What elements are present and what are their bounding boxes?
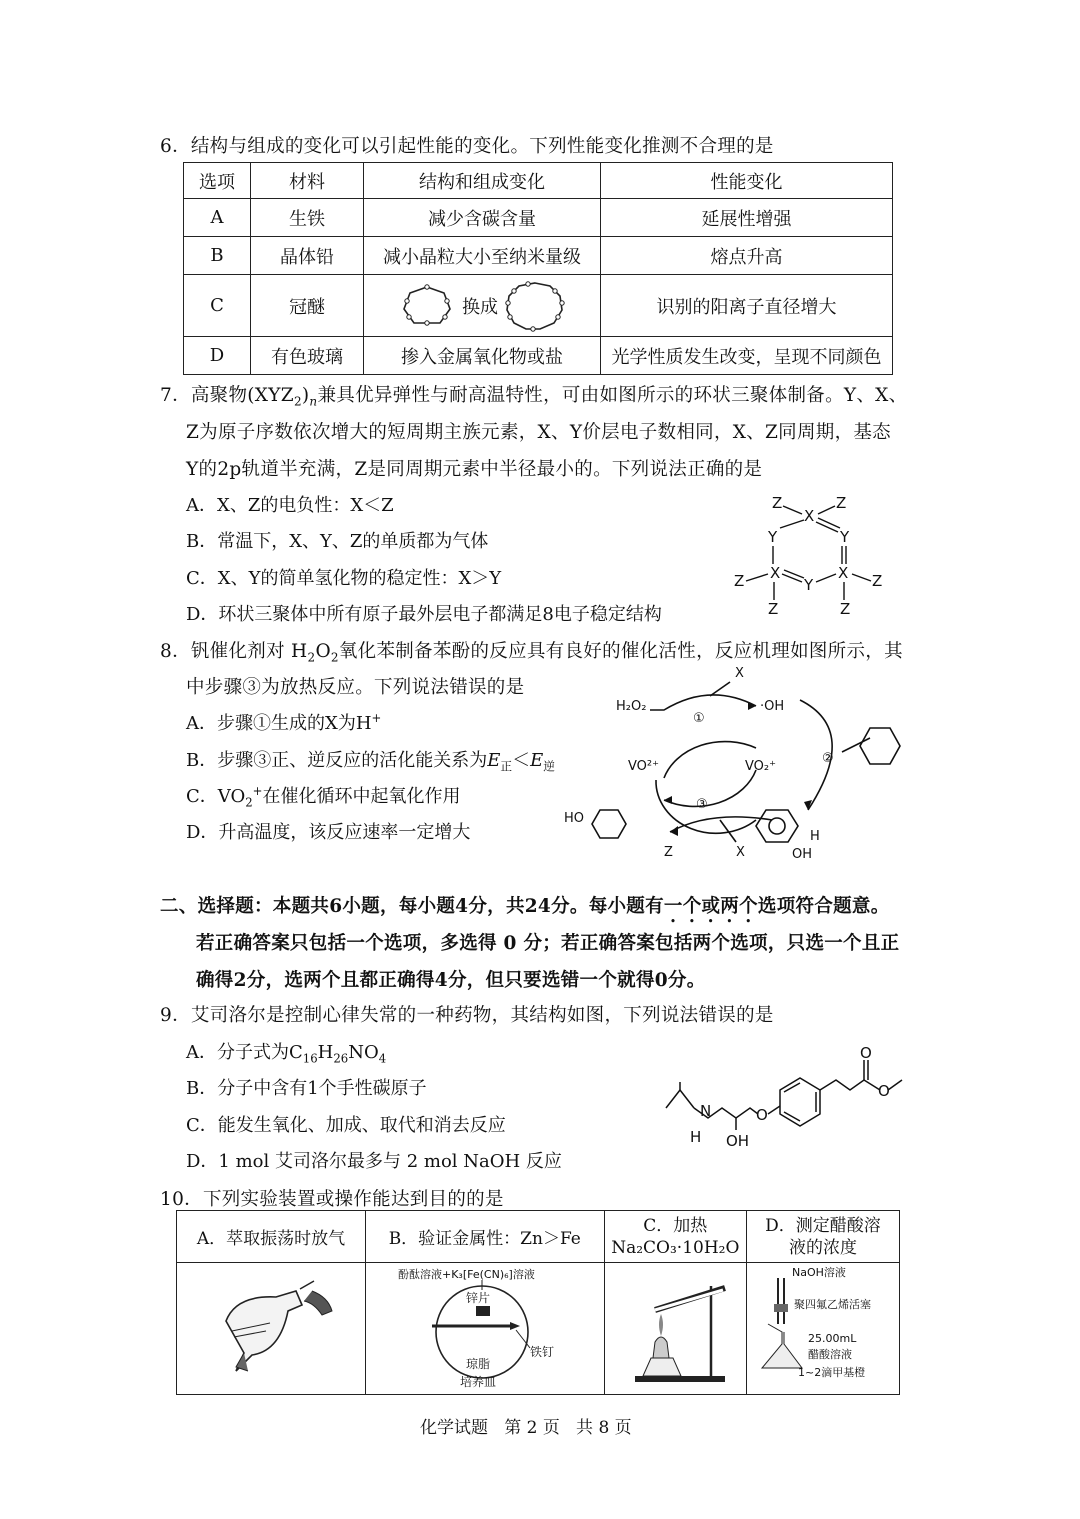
svg-text:③: ③ (696, 797, 708, 812)
section2-line1 (160, 892, 890, 927)
table-cell: 光学性质发生改变，呈现不同颜色 (601, 337, 893, 375)
svg-text:Z: Z (840, 600, 851, 618)
heating-cell (604, 1263, 746, 1395)
q8-option-text: 在催化循环中起氧化作用 (262, 786, 461, 807)
q8-option-text: C．VO (186, 786, 246, 807)
q7-stem-line2: Z为原子序数依次增大的短周期主族元素，X、Y价层电子数相同，X、Z同周期，基态 (186, 422, 891, 443)
table-cell: 识别的阳离子直径增大 (601, 275, 893, 337)
svg-text:Z: Z (768, 600, 779, 618)
table-cell: A (184, 199, 251, 237)
acid-label: 醋酸溶液 (808, 1348, 852, 1361)
table-row (184, 237, 893, 275)
table-cell: C (184, 275, 251, 337)
q8-stem-line1: 8．钒催化剂对 $H_2O_2$氧化苯制备苯酚的反应具有良好的催化活性，反应机理如图所示，其 (160, 641, 903, 665)
q9-option-c: C．能发生氧化、加成、取代和消去反应 (186, 1115, 506, 1136)
catalytic-cycle-diagram (560, 660, 920, 860)
q9-option-d: D．1 mol 艾司洛尔最多与 2 mol NaOH 反应 (186, 1151, 562, 1172)
naoh-label: NaOH溶液 (792, 1266, 846, 1279)
table-cell: 掺入金属氧化物或盐 (364, 337, 601, 375)
page-footer: 化学试题 第 2 页 共 8 页 (420, 1418, 632, 1438)
q9-option-b: B．分子中含有1个手性碳原子 (186, 1078, 427, 1099)
table-cell: 冠醚 (251, 275, 364, 337)
dish-label: 培养皿 (459, 1375, 496, 1388)
nail-label: 铁钉 (529, 1345, 554, 1359)
zinc-label: 锌片 (465, 1291, 490, 1305)
q8-option-c: C．$VO_2^+$在催化循环中起氧化作用 (186, 784, 461, 810)
table-row (184, 199, 893, 237)
q7-stem-part: ) (301, 385, 310, 406)
table-cell: 有色玻璃 (251, 337, 364, 375)
crown-ether-small-icon (396, 281, 458, 331)
svg-text:②: ② (822, 751, 834, 766)
q7-stem-part: 兼具优异弹性与耐高温特性，可由如图所示的环状三聚体制备。Y、X、 (317, 385, 908, 406)
header-cell: 选项 (184, 163, 251, 199)
header-cell: 结构和组成变化 (364, 163, 601, 199)
svg-text:·OH: ·OH (760, 699, 785, 714)
titration-cell (747, 1263, 900, 1395)
svg-text:Y: Y (768, 528, 778, 546)
svg-text:OH: OH (792, 847, 813, 860)
q7-option-d: D．环状三聚体中所有原子最外层电子都满足8电子稳定结构 (186, 604, 662, 625)
q8-stem-part: O (315, 641, 331, 662)
q8-stem-part: 8．钒催化剂对 H (160, 641, 308, 662)
svg-text:Z: Z (836, 494, 847, 512)
esmolol-structure (660, 1046, 910, 1156)
table-cell: B (184, 237, 251, 275)
svg-text:H: H (810, 829, 820, 844)
separatory-funnel-icon (196, 1271, 346, 1381)
option-c-label (604, 1211, 746, 1263)
svg-text:N: N (700, 1102, 712, 1120)
replace-text: 换成 (462, 296, 498, 318)
agar-label: 琼脂 (465, 1357, 490, 1371)
q9-option-a: A．分子式为$C_{16}H_{26}NO_4$ (186, 1042, 387, 1066)
option-a-label: A．萃取振荡时放气 (177, 1211, 366, 1263)
q7-option-c: C．X、Y的简单氢化物的稳定性：X＞Y (186, 568, 502, 589)
q8-stem-line2: 中步骤③为放热反应。下列说法错误的是 (186, 677, 525, 698)
heating-apparatus-icon (615, 1266, 735, 1386)
agar-top-label: 酚酞溶液+K₃[Fe(CN)₆]溶液 (397, 1268, 535, 1281)
q8-option-text: B．步骤③正、逆反应的活化能关系为 (186, 750, 488, 771)
table-row (184, 275, 893, 337)
agar-dish-icon (370, 1264, 600, 1388)
table-header-row (177, 1211, 900, 1263)
option-d-line1: D．测定醋酸溶 (765, 1215, 881, 1236)
svg-text:Z: Z (772, 494, 783, 512)
header-cell: 性能变化 (601, 163, 893, 199)
option-d-line2: 液的浓度 (789, 1237, 857, 1258)
q6-table (183, 162, 893, 375)
svg-text:H: H (690, 1128, 702, 1146)
q9-option-text: A．分子式为C (186, 1042, 303, 1063)
table-cell: 减小晶粒大小至纳米量级 (364, 237, 601, 275)
table-cell: 熔点升高 (601, 237, 893, 275)
option-d-label (747, 1211, 900, 1263)
option-b-label: B．验证金属性：Zn＞Fe (365, 1211, 604, 1263)
table-cell: D (184, 337, 251, 375)
section2-emphasis: 一个或两个 (663, 896, 758, 917)
q8-option-text: A．步骤①生成的X为H (186, 713, 372, 734)
svg-text:VO²⁺: VO²⁺ (628, 759, 659, 774)
indicator-label: 1~2滴甲基橙 (798, 1366, 866, 1379)
crown-ether-cell (364, 275, 601, 337)
q7-option-b: B．常温下，X、Y、Z的单质都为气体 (186, 531, 489, 552)
svg-text:O: O (756, 1106, 768, 1124)
q8-option-a: A．步骤①生成的X为H+ (186, 711, 382, 734)
svg-text:Z: Z (664, 845, 673, 860)
q9-stem: 9．艾司洛尔是控制心律失常的一种药物，其结构如图，下列说法错误的是 (160, 1005, 774, 1026)
volume-label: 25.00mL (808, 1332, 857, 1345)
option-c-line1: C．加热 (643, 1215, 708, 1236)
svg-text:X: X (804, 507, 815, 525)
svg-text:Z: Z (872, 572, 883, 590)
svg-text:X: X (736, 845, 745, 860)
svg-text:VO₂⁺: VO₂⁺ (745, 759, 776, 774)
section2-line3: 确得2分，选两个且都正确得4分，但只要选错一个就得0分。 (196, 970, 706, 991)
q6-stem: 6．结构与组成的变化可以引起性能的变化。下列性能变化推测不合理的是 (160, 136, 774, 157)
svg-text:Y: Y (804, 576, 814, 594)
svg-text:①: ① (693, 711, 705, 726)
q8-option-d: D．升高温度，该反应速率一定增大 (186, 822, 471, 843)
table-cell: 生铁 (251, 199, 364, 237)
table-row (177, 1263, 900, 1395)
svg-text:O: O (878, 1082, 890, 1100)
svg-text:O: O (860, 1046, 872, 1062)
section2-text: 二、选择题：本题共6小题，每小题4分，共24分。每小题有 (160, 896, 664, 917)
q7-stem-line3: Y的2p轨道半充满，Z是同周期元素中半径最小的。下列说法正确的是 (186, 459, 763, 480)
svg-text:OH: OH (726, 1132, 750, 1150)
crown-ether-large-icon (502, 279, 568, 333)
option-c-line2: Na₂CO₃·10H₂O (611, 1237, 740, 1258)
agar-dish-cell (365, 1263, 604, 1395)
table-cell: 延展性增强 (601, 199, 893, 237)
svg-text:X: X (770, 564, 781, 582)
q7-option-a: A．X、Z的电负性：X＜Z (186, 495, 394, 516)
table-cell: 晶体铅 (251, 237, 364, 275)
svg-text:H₂O₂: H₂O₂ (616, 699, 647, 714)
section2-text: 选项符合题意。 (757, 896, 890, 917)
svg-text:X: X (735, 666, 744, 681)
table-cell: 减少含碳含量 (364, 199, 601, 237)
table-row (184, 337, 893, 375)
titration-icon (748, 1264, 898, 1388)
svg-text:HO: HO (564, 811, 585, 826)
q7-stem-line1: 7．高聚物$(XYZ_2)_n$兼具优异弹性与耐高温特性，可由如图所示的环状三聚体制备。Y、X、 (160, 385, 908, 409)
header-cell: 材料 (251, 163, 364, 199)
valve-label: 聚四氟乙烯活塞 (794, 1298, 871, 1311)
svg-text:Y: Y (840, 528, 850, 546)
q8-option-b: B．步骤③正、逆反应的活化能关系为$E_正<E_逆$ (186, 750, 555, 774)
cyclic-trimer-structure (728, 490, 896, 620)
q10-stem: 10．下列实验装置或操作能达到目的的是 (160, 1189, 504, 1210)
svg-text:X: X (838, 564, 849, 582)
q8-stem-part: 氧化苯制备苯酚的反应具有良好的催化活性，反应机理如图所示，其 (338, 641, 903, 662)
q10-table (176, 1210, 900, 1395)
svg-text:Z: Z (734, 572, 745, 590)
q7-stem-part: 7．高聚物(XYZ (160, 385, 294, 406)
section2-line2: 若正确答案只包括一个选项，多选得 0 分；若正确答案包括两个选项，只选一个且正 (196, 933, 900, 954)
table-header-row (184, 163, 893, 199)
separatory-funnel-cell (177, 1263, 366, 1395)
